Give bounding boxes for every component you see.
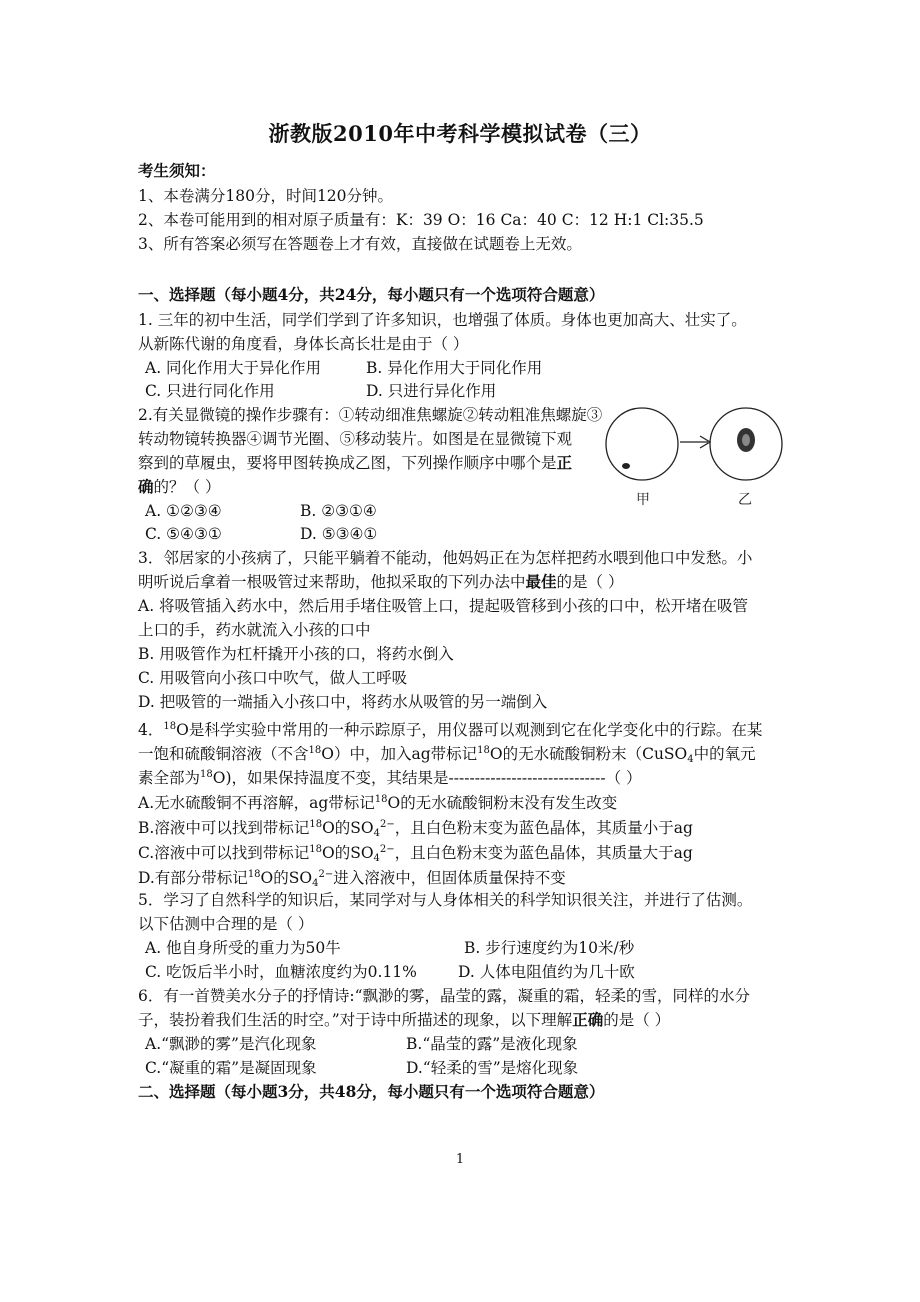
q2-option-b: B. ②③①④ xyxy=(300,502,377,520)
q6-option-c: C.“凝重的霜”是凝固现象 xyxy=(145,1059,317,1077)
q4-so4-sup: 2− xyxy=(379,844,395,855)
q4-c-3: ，且白色粉末变为蓝色晶体，其质量大于ag xyxy=(394,844,693,862)
q4-option-a xyxy=(138,789,617,814)
q2-bold-word: 正 xyxy=(556,453,573,472)
q5-option-c: C. 吃饭后半小时，血糖浓度约为0.11% xyxy=(145,963,417,981)
q2-bold-end: 确 xyxy=(138,477,154,496)
q4-a-2: O的无水硫酸铜粉末没有发生改变 xyxy=(387,794,618,812)
q4-cuso4: CuSO xyxy=(642,745,688,763)
q4-so4-sub: 4 xyxy=(312,878,319,889)
q4-so4: SO xyxy=(350,819,374,837)
q4-so4: SO xyxy=(350,844,374,862)
q4-number: 4． xyxy=(138,721,164,739)
q6-option-d: D.“轻柔的雪”是熔化现象 xyxy=(406,1059,579,1077)
q5-option-a: A. 他自身所受的重力为50牛 xyxy=(145,939,341,957)
q4-iso: 18 xyxy=(374,794,388,805)
q4-c-2: O的 xyxy=(321,844,351,862)
page-number: 1 xyxy=(455,1152,465,1167)
q2-line-4 xyxy=(138,476,220,498)
q1-option-d: D. 只进行异化作用 xyxy=(366,382,497,400)
q6-line-2 xyxy=(138,1009,670,1031)
paramecium-small xyxy=(622,463,630,469)
q4-so4-sup: 2− xyxy=(318,869,334,880)
q3-option-a-2: 上口的手，药水就流入小孩的口中 xyxy=(138,621,371,639)
q4-iso: 18 xyxy=(309,844,322,855)
paramecium-core xyxy=(742,434,750,446)
q6-bold-word: 正确 xyxy=(572,1010,604,1029)
section2-heading: 二、选择题（每小题3分，共48分，每小题只有一个选项符合题意） xyxy=(138,1082,605,1101)
q3-line-1: 3．邻居家的小孩病了，只能平躺着不能动，他妈妈正在为怎样把药水喂到他口中发愁。小 xyxy=(138,549,753,567)
q2-line-4-text: 的？（ ） xyxy=(153,478,221,496)
q3-line-2-post: 的是（ ） xyxy=(556,573,624,591)
notice-heading: 考生须知： xyxy=(138,161,216,180)
q4-iso: 18 xyxy=(309,819,323,830)
q3-option-b: B. 用吸管作为杠杆撬开小孩的口，将药水倒入 xyxy=(138,645,454,663)
q4-text-2: 一饱和硫酸铜溶液（不含 xyxy=(138,745,309,763)
q4-line-1 xyxy=(138,716,762,741)
q6-line-2-pre: 子，装扮着我们生活的时空。”对于诗中所描述的现象，以下理解 xyxy=(138,1011,573,1029)
q6-option-b: B.“晶莹的露”是液化现象 xyxy=(406,1035,578,1053)
q4-iso: 18 xyxy=(308,745,322,756)
q1-line-2: 从新陈代谢的角度看，身体长高长壮是由于（ ） xyxy=(138,335,469,353)
q4-line-3 xyxy=(138,764,642,789)
q4-so4-sup: 2− xyxy=(379,819,395,830)
q4-iso: 18 xyxy=(247,869,261,880)
q2-option-a: A. ①②③④ xyxy=(145,502,222,520)
q5-line-2: 以下估测中合理的是（ ） xyxy=(138,915,314,933)
q6-line-2-post: 的是（ ） xyxy=(603,1011,671,1029)
q4-d-1: D.有部分带标记 xyxy=(138,869,248,887)
q4-iso: 18 xyxy=(477,745,490,756)
notice-item-1: 1、本卷满分180分，时间120分钟。 xyxy=(138,187,394,205)
exam-title: 浙教版2010年中考科学模拟试卷（三） xyxy=(268,121,652,146)
q5-option-d: D. 人体电阻值约为几十欧 xyxy=(458,963,635,981)
q1-option-c: C. 只进行同化作用 xyxy=(145,382,275,400)
q4-d-2: O的 xyxy=(260,869,289,887)
field-jia-circle xyxy=(606,408,678,480)
label-yi: 乙 xyxy=(738,492,752,508)
q6-option-a: A.“飘渺的雾”是汽化现象 xyxy=(145,1035,317,1053)
section1-heading: 一、选择题（每小题4分，共24分，每小题只有一个选项符合题意） xyxy=(138,285,605,304)
q4-cuso4-sub: 4 xyxy=(687,754,694,765)
q2-line-2: 转动物镜转换器④调节光圈、⑤移动装片。如图是在显微镜下观 xyxy=(138,430,573,448)
q5-line-1: 5．学习了自然科学的知识后，某同学对与人身体相关的科学知识很关注，并进行了估测。 xyxy=(138,891,753,909)
q4-a-1: A.无水硫酸铜不再溶解，ag带标记 xyxy=(138,794,375,812)
q3-line-2 xyxy=(138,571,623,593)
q2-option-c: C. ⑤④③① xyxy=(145,525,222,543)
q3-bold-word: 最佳 xyxy=(525,572,557,591)
q4-b-2: O的 xyxy=(322,819,351,837)
q4-iso: 18 xyxy=(163,721,177,732)
q4-text-7: O)，如果保持温度不变，其结果是------------------------------（ ） xyxy=(212,769,642,787)
q2-line-3-text: 察到的草履虫，要将甲图转换成乙图，下列操作顺序中哪个是 xyxy=(138,454,557,472)
q3-option-c: C. 用吸管向小孩口中吹气，做人工呼吸 xyxy=(138,669,408,687)
q3-option-a-1: A. 将吸管插入药水中，然后用手堵住吸管上口，提起吸管移到小孩的口中，松开堵在吸管 xyxy=(138,597,749,615)
q3-line-2-pre: 明听说后拿着一根吸管过来帮助，他拟采取的下列办法中 xyxy=(138,573,526,591)
q3-option-d: D. 把吸管的一端插入小孩口中，将药水从吸管的另一端倒入 xyxy=(138,693,548,711)
q2-line-3 xyxy=(138,452,572,474)
q2-line-1: 2.有关显微镜的操作步骤有：①转动细准焦螺旋②转动粗准焦螺旋③ xyxy=(138,406,603,424)
q4-b-1: B.溶液中可以找到带标记 xyxy=(138,819,310,837)
q4-so4-sub: 4 xyxy=(373,828,380,839)
q1-option-a: A. 同化作用大于异化作用 xyxy=(145,359,322,377)
q4-iso: 18 xyxy=(200,769,213,780)
q4-c-1: C.溶液中可以找到带标记 xyxy=(138,844,310,862)
q4-text-4: O的无水硫酸铜粉末（ xyxy=(489,745,643,763)
q6-line-1: 6．有一首赞美水分子的抒情诗:“飘渺的雾，晶莹的露，凝重的霜，轻柔的雪，同样的水分 xyxy=(138,987,751,1005)
q1-option-b: B. 异化作用大于同化作用 xyxy=(366,359,543,377)
q4-text-6: 素全部为 xyxy=(138,769,201,787)
q2-option-d: D. ⑤③④① xyxy=(300,525,378,543)
q4-b-3: ，且白色粉末变为蓝色晶体，其质量小于ag xyxy=(394,819,693,837)
q4-so4-sub: 4 xyxy=(373,853,380,864)
notice-item-2: 2、本卷可能用到的相对原子质量有：K：39 O：16 Ca：40 C：12 H:1 Cl:35.5 xyxy=(138,211,704,229)
q4-d-3: 进入溶液中，但固体质量保持不变 xyxy=(333,869,566,887)
q1-line-1: 1. 三年的初中生活，同学们学到了许多知识，也增强了体质。身体也更加高大、壮实了。 xyxy=(138,311,747,329)
q4-so4: SO xyxy=(288,869,313,887)
q4-text-1: O是科学实验中常用的一种示踪原子，用仪器可以观测到它在化学变化中的行踪。在某 xyxy=(176,721,763,739)
q4-text-3: O）中，加入ag带标记 xyxy=(321,745,478,763)
q5-option-b: B. 步行速度约为10米/秒 xyxy=(464,939,635,957)
notice-item-3: 3、所有答案必须写在答题卷上才有效，直接做在试题卷上无效。 xyxy=(138,235,582,253)
q4-text-5: 中的氧元 xyxy=(693,745,756,763)
label-jia: 甲 xyxy=(636,492,650,508)
microscope-figure xyxy=(604,396,786,514)
